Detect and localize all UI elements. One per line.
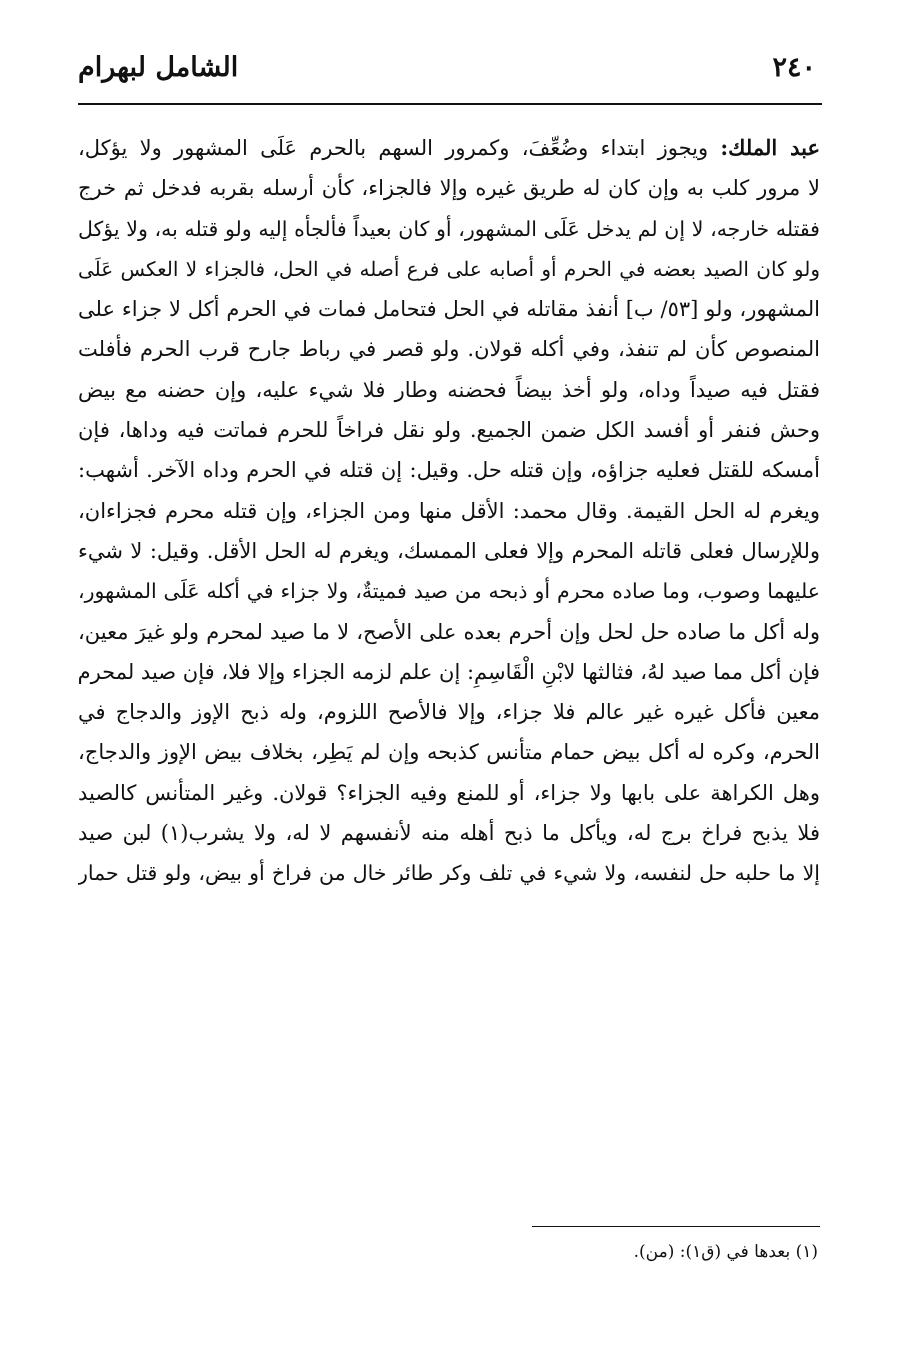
text-line (78, 692, 820, 732)
text-line (78, 652, 820, 692)
line-text: وله أكل ما صاده حل لحل وإن أحرم بعده على الأصح، لا ما صيد لمحرم ولو غيرَ معين، (78, 619, 820, 644)
text-line (78, 370, 820, 410)
text-line (78, 773, 820, 813)
text-line (78, 491, 820, 531)
text-line (78, 571, 820, 611)
page-header (78, 52, 822, 96)
book-title: الشامل لبهرام (78, 52, 239, 83)
text-line (78, 853, 820, 893)
text-line (78, 531, 820, 571)
line-text: المنصوص كأن لم تنفذ، وفي أكله قولان. ولو قصر في رباط جارح قرب الحرم فأفلت (78, 337, 820, 362)
text-line (78, 249, 820, 289)
line-text: وحش فنفر أو أفسد الكل ضمن الجميع. ولو نقل فراخاً للحرم فماتت فيه وداها، فإن (78, 418, 820, 443)
text-line (78, 128, 820, 168)
line-text: فقتل فيه صيداً وداه، ولو أخذ بيضاً فحضنه وطار فلا شيء عليه، وإن حضنه مع بيض (78, 377, 820, 402)
text-line (78, 209, 820, 249)
line-text: المشهور، ولو [٥٣/ ب] أنفذ مقاتله في الحل فتحامل فمات في الحرم أكل لا جزاء على (78, 297, 820, 322)
line-text: أمسكه للقتل فعليه جزاؤه، وإن قتله حل. وقيل: إن قتله في الحرم وداه الآخر. أشهب: (78, 458, 820, 483)
text-line (78, 329, 820, 369)
line-text: عليهما وصوب، وما صاده محرم أو ذبحه من صيد فميتةٌ، ولا جزاء في أكله عَلَى المشهور، (78, 579, 820, 604)
scholar-name: عبد الملك: (720, 135, 820, 160)
text-line (78, 813, 820, 853)
line-text: وللإرسال فعلى قاتله المحرم وإلا فعلى الممسك، ويغرم له الحل الأقل. وقيل: لا شيء (78, 538, 820, 563)
line-text: إلا ما حلبه حل لنفسه، ولا شيء في تلف وكر طائر خال من فراخ أو بيض، ولو قتل حمار (78, 861, 820, 886)
text-line (78, 289, 820, 329)
line-text: ويجوز ابتداء وضُعِّفَ، وكمرور السهم بالحرم عَلَى المشهور ولا يؤكل، (78, 136, 721, 160)
line-text: لا مرور كلب به وإن كان له طريق غيره وإلا فالجزاء، كأن أرسله بقربه فدخل ثم خرج (78, 176, 820, 201)
text-line (78, 410, 820, 450)
body-text (78, 128, 820, 894)
footnote-divider (532, 1226, 820, 1227)
line-text: معين فأكل غيره غير عالم فلا جزاء، وإلا فالأصح اللزوم، وله ذبح الإوز والدجاج في (78, 700, 820, 725)
line-text: الحرم، وكره له أكل بيض حمام متأنس كذبحه وإن لم يَطِر، بخلاف بيض الإوز والدجاج، (78, 740, 820, 765)
header-divider (78, 103, 822, 105)
text-line (78, 450, 820, 490)
text-line (78, 612, 820, 652)
line-text: ولو كان الصيد بعضه في الحرم أو أصابه على فرع أصله في الحل، فالجزاء لا العكس عَلَى (78, 256, 820, 281)
text-line (78, 732, 820, 772)
line-text: وهل الكراهة على بابها ولا جزاء، أو للمنع وفيه الجزاء؟ قولان. وغير المتأنس كالصيد (78, 780, 820, 805)
footnote: (١) بعدها في (ق١): (من). (633, 1242, 818, 1262)
text-line (78, 168, 820, 208)
line-text: فلا يذبح فراخ برج له، ويأكل ما ذبح أهله منه لأنفسهم لا له، ولا يشرب(١) لبن صيد (78, 821, 820, 846)
line-text: فقتله خارجه، لا إن لم يدخل عَلَى المشهور، أو كان بعيداً فألجأه إليه ولو قتله به، ولا يؤكل (78, 216, 820, 241)
line-text: ويغرم له الحل القيمة. وقال محمد: الأقل منها ومن الجزاء، وإن قتله محرم فجزاءان، (78, 498, 820, 523)
page-number: ٢٤٠ (772, 52, 816, 83)
line-text: فإن أكل مما صيد لهُ، فثالثها لابْنِ الْقَاسِمِ: إن علم لزمه الجزاء وإلا فلا، فإن صيد لمحرم (78, 659, 820, 684)
